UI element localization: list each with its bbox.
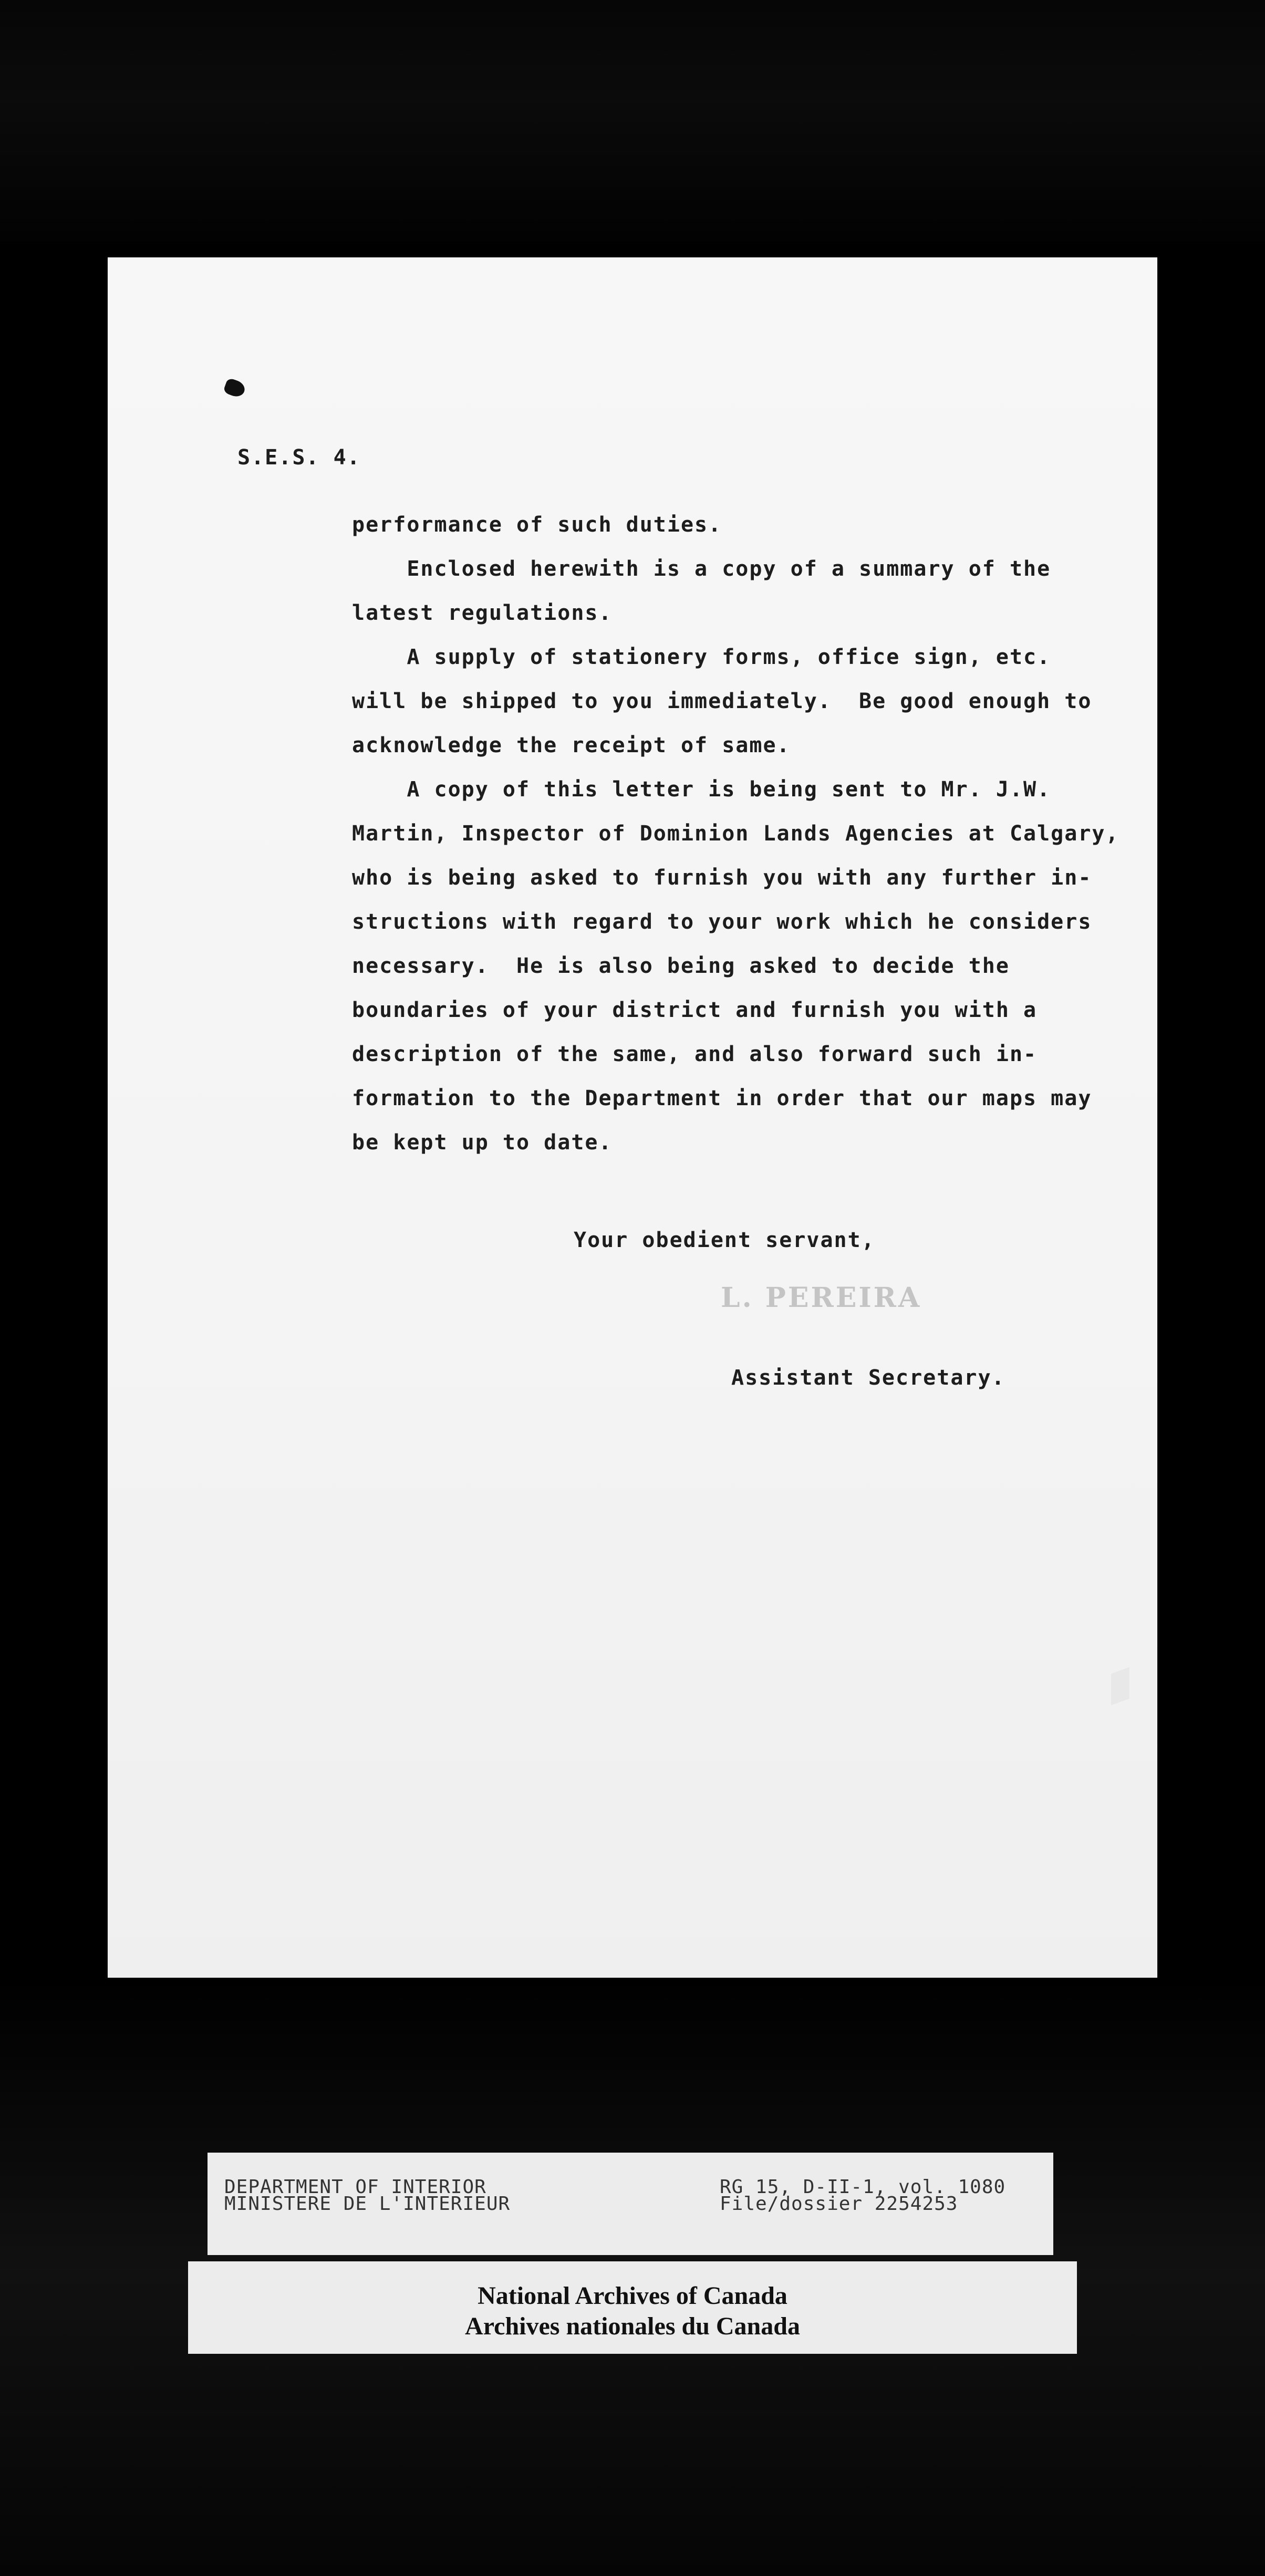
letter-line: Enclosed herewith is a copy of a summary of the: [352, 557, 1051, 581]
department-english: DEPARTMENT OF INTERIOR: [224, 2176, 486, 2198]
signature-stamp: L. PEREIRA: [721, 1282, 922, 1314]
letter-line: description of the same, and also forward such in-: [352, 1042, 1038, 1066]
file-number: File/dossier 2254253: [720, 2193, 958, 2215]
archives-name-french: Archives nationales du Canada: [465, 2312, 800, 2340]
letter-line: boundaries of your district and furnish you with a: [352, 998, 1038, 1022]
reference-group: RG 15, D-II-1, vol. 1080: [720, 2176, 1006, 2198]
letter-line: latest regulations.: [352, 601, 613, 625]
letter-line: who is being asked to furnish you with any further in-: [352, 866, 1092, 890]
letter-line: formation to the Department in order that our maps may: [352, 1086, 1092, 1110]
letter-line: necessary. He is also being asked to decide the: [352, 954, 1010, 978]
archive-label: [208, 2153, 1053, 2255]
closing-salutation: Your obedient servant,: [574, 1228, 875, 1252]
letter-line: be kept up to date.: [352, 1130, 613, 1155]
letter-line: A supply of stationery forms, office sign, etc.: [352, 645, 1051, 669]
paper-tear: [1111, 1667, 1129, 1706]
archives-banner: [188, 2261, 1077, 2354]
letter-line: Martin, Inspector of Dominion Lands Agencies at Calgary,: [352, 822, 1119, 846]
letter-line: A copy of this letter is being sent to Mr. J.W.: [352, 777, 1051, 802]
signer-title: Assistant Secretary.: [731, 1366, 1005, 1390]
letter-line: structions with regard to your work which he considers: [352, 910, 1092, 934]
letter-line: will be shipped to you immediately. Be good enough to: [352, 689, 1092, 713]
letter-line: performance of such duties.: [352, 513, 722, 537]
department-french: MINISTERE DE L'INTERIEUR: [224, 2193, 511, 2215]
letter-reference: S.E.S. 4.: [237, 445, 361, 470]
archives-name-english: National Archives of Canada: [478, 2282, 787, 2310]
film-border-top: [0, 0, 1265, 242]
letter-line: acknowledge the receipt of same.: [352, 733, 791, 757]
